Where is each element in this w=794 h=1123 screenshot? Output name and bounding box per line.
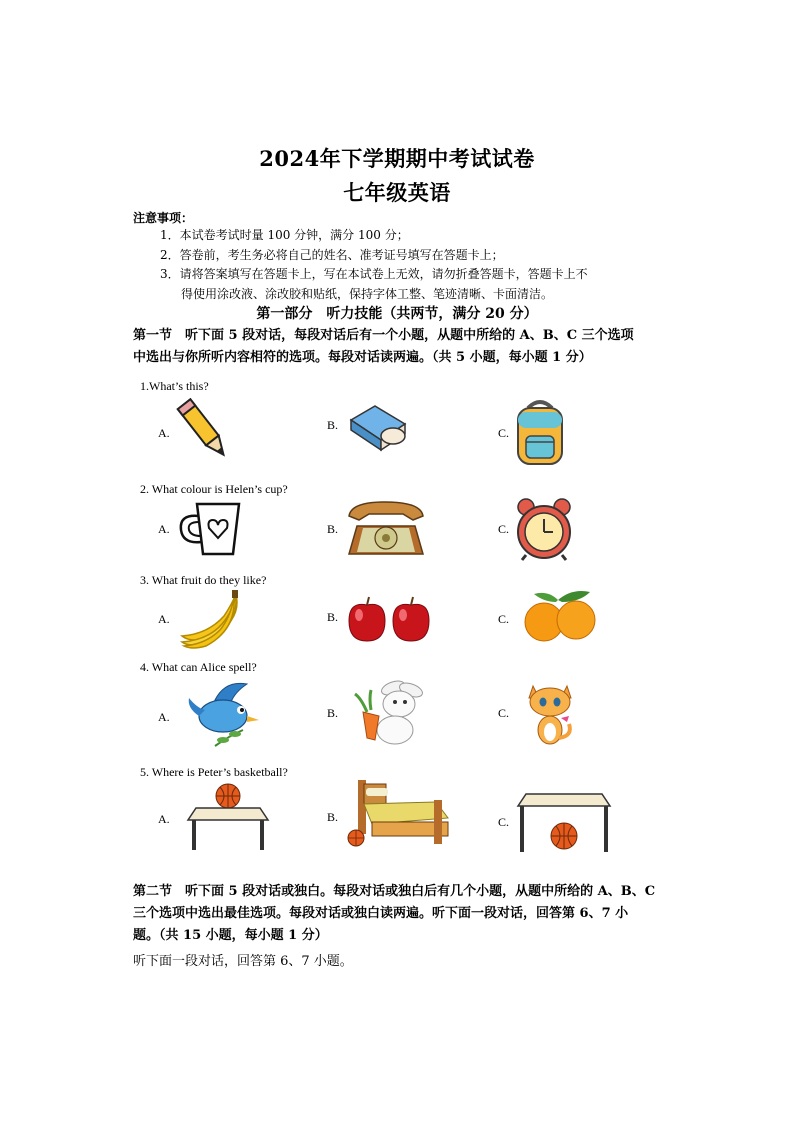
question-2: 2. What colour is Helen’s cup? <box>140 482 288 496</box>
pencil-icon <box>175 395 235 467</box>
option-2b-label: B. <box>327 522 339 536</box>
section2-line2: 三个选项中选出最佳选项。每段对话或独白读两遍。听下面一段对话，回答第 6、7 小 <box>133 906 629 921</box>
section2-line3: 题。（共 15 小题，每小题 1 分） <box>133 928 328 943</box>
question-1: 1.What’s this? <box>140 379 209 393</box>
note-item-3: 3．请将答案填写在答题卡上，写在本试卷上无效，请勿折叠答题卡，答题卡上不 <box>160 267 588 281</box>
note-item-1: 1．本试卷考试时量 100 分钟，满分 100 分； <box>160 228 409 242</box>
alarm-clock-icon <box>514 497 574 561</box>
bird-icon <box>185 680 265 750</box>
option-3a-label: A. <box>158 612 170 626</box>
question-5: 5. Where is Peter’s basketball? <box>140 765 288 779</box>
eraser-icon <box>347 402 409 452</box>
question-3: 3. What fruit do they like? <box>140 573 267 587</box>
cup-icon <box>175 500 247 558</box>
option-3b-label: B. <box>327 610 339 624</box>
backpack-icon <box>514 398 566 468</box>
bananas-icon <box>178 590 244 648</box>
ball-on-table-icon <box>184 780 272 852</box>
section2-line1: 第二节 听下面 5 段对话或独白。每段对话或独白后有几个小题，从题中所给的 A、B、C <box>133 884 656 899</box>
option-2c-label: C. <box>498 522 510 536</box>
apples-icon <box>345 595 435 645</box>
ball-under-table-icon <box>516 790 612 856</box>
option-4b-label: B. <box>327 706 339 720</box>
ball-under-bed-icon <box>344 778 452 850</box>
option-4a-label: A. <box>158 710 170 724</box>
option-5b-label: B. <box>327 810 339 824</box>
section1-line2: 中选出与你所听内容相符的选项。每段对话读两遍。（共 5 小题，每小题 1 分） <box>133 350 592 365</box>
option-1b-label: B. <box>327 418 339 432</box>
rabbit-icon <box>345 676 425 746</box>
exam-subtitle: 七年级英语 <box>343 180 451 205</box>
oranges-icon <box>518 588 600 644</box>
exam-title: 2024年下学期期中考试试卷 <box>259 146 535 171</box>
option-5a-label: A. <box>158 812 170 826</box>
section1-line1: 第一节 听下面 5 段对话，每段对话后有一个小题，从题中所给的 A、B、C 三个选项 <box>133 328 634 343</box>
option-4c-label: C. <box>498 706 510 720</box>
part-title: 第一部分 听力技能（共两节，满分 20 分） <box>256 306 538 322</box>
option-2a-label: A. <box>158 522 170 536</box>
question-4: 4. What can Alice spell? <box>140 660 257 674</box>
option-5c-label: C. <box>498 815 510 829</box>
option-1c-label: C. <box>498 426 510 440</box>
telephone-icon <box>343 498 429 560</box>
option-3c-label: C. <box>498 612 510 626</box>
notes-heading: 注意事项： <box>133 211 194 225</box>
cat-icon <box>525 676 575 746</box>
option-1a-label: A. <box>158 426 170 440</box>
note-item-3-cont: 得使用涂改液、涂改胶和贴纸，保持字体工整、笔迹清晰、卡面清洁。 <box>181 287 554 301</box>
dialogue-instruction: 听下面一段对话，回答第 6、7 小题。 <box>133 954 353 969</box>
note-item-2: 2．答卷前，考生务必将自己的姓名、准考证号填写在答题卡上； <box>160 248 504 262</box>
